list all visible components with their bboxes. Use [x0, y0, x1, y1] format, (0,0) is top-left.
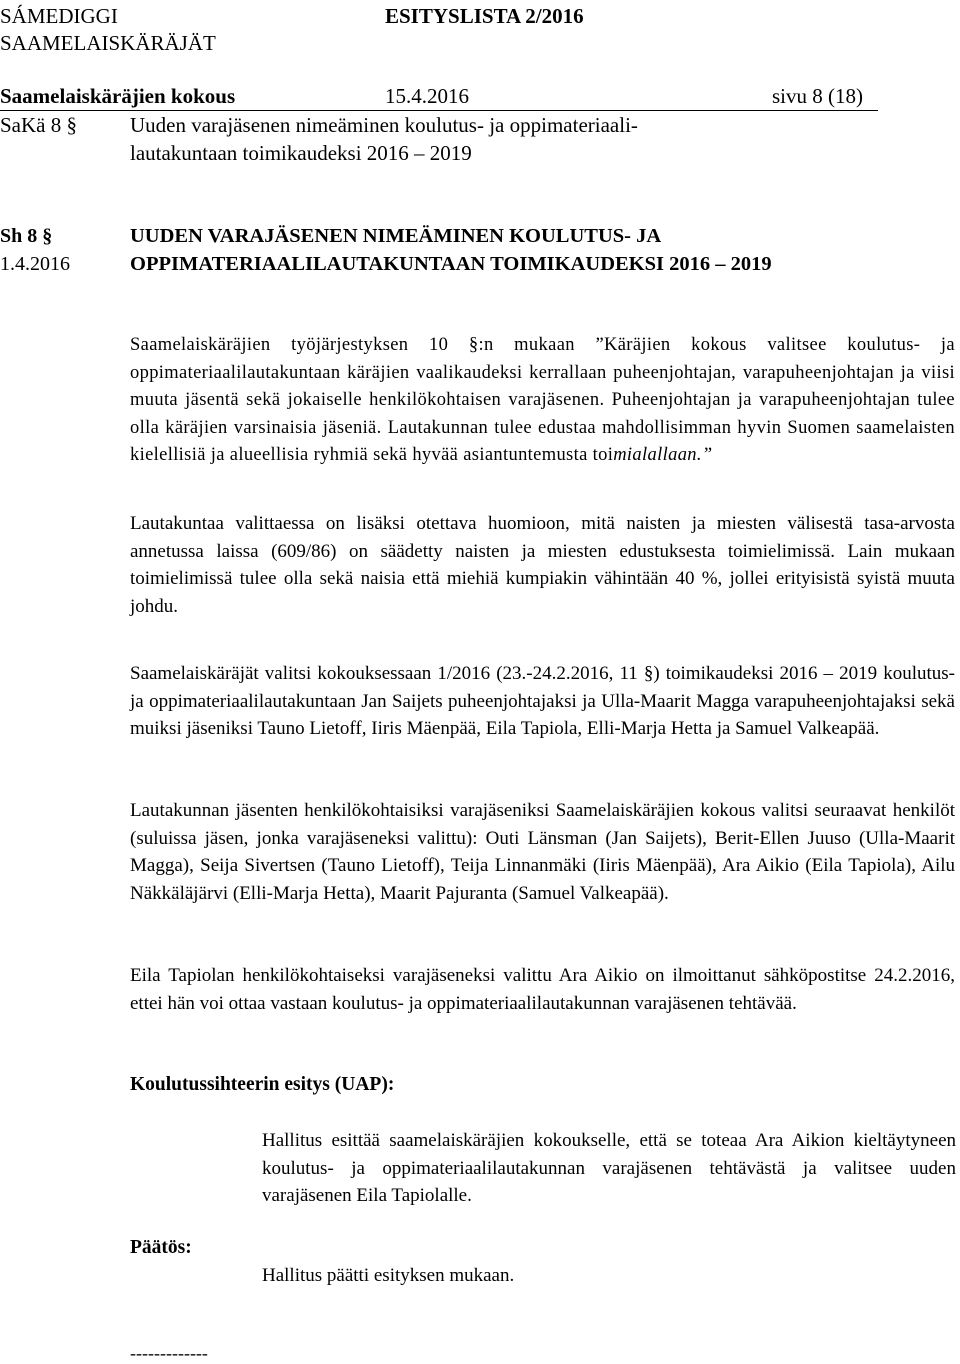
- paragraph-election: Saamelaiskäräjät valitsi kokouksessaan 1/2016 (23.-24.2.2016, 11 §) toimikaudeksi 2016 – 2019 koulutus- ja oppimateriaalilautakuntaan Jan Saijets puheenjohtajaksi ja Ulla-Maarit Magga varapuheenjohtajaksi sekä muiksi jäseniksi Tauno Lietoff, Iiris Mäenpää, Eila Tapiola, Elli-Marja Hetta ja Samuel Valkeapää.: [130, 663, 955, 739]
- paragraph-rules-italic: mialallaan.”: [613, 445, 713, 465]
- item-title-line2: lautakuntaan toimikaudeksi 2016 – 2019: [130, 141, 472, 165]
- paragraph-deputies: Lautakunnan jäsenten henkilökohtaisiksi varajäseniksi Saamelaiskäräjien kokous valitsi seuraavat henkilöt (suluissa jäsen, jonka varajäseneksi valittu): Outi Länsman (Jan Saijets), Berit-Ellen Juuso (Ulla-Maarit Magga), Seija Sivertsen (Tauno Lietoff), Teija Linnanmäki (Iiris Mäenpää), Ara Aikio (Eila Tapiola), Ailu Näkkäläjärvi (Elli-Marja Hetta), Maarit Pajuranta (Samuel Valkeapää).: [130, 800, 955, 904]
- page-number: sivu 8 (18): [772, 84, 863, 108]
- decision-text: Hallitus päätti esityksen mukaan.: [262, 1265, 515, 1286]
- section-code: Sh 8 §: [0, 225, 53, 247]
- proposal-label: Koulutussihteerin esitys (UAP):: [130, 1074, 395, 1095]
- section-date: 1.4.2016: [0, 253, 70, 275]
- item-title-line1: Uuden varajäsenen nimeäminen koulutus- ja oppimateriaali-: [130, 113, 638, 137]
- org-name-sami: SÁMEDIGGI: [0, 4, 118, 28]
- paragraph-resignation: Eila Tapiolan henkilökohtaiseksi varajäseneksi valittu Ara Aikio on ilmoittanut sähköpostitse 24.2.2016, ettei hän voi ottaa vastaan koulutus- ja oppimateriaalilautakunnan varajäsenen tehtävää.: [130, 965, 955, 1014]
- agenda-title: ESITYSLISTA 2/2016: [385, 4, 584, 28]
- proposal-text: Hallitus esittää saamelaiskäräjien kokoukselle, että se toteaa Ara Aikion kieltäytyneen koulutus- ja oppimateriaalilautakunnan varajäsenen tehtävästä ja valitsee uuden varajäsenen Eila Tapiolalle.: [262, 1130, 956, 1206]
- decision-label: Päätös:: [130, 1237, 192, 1258]
- footer-rule: -------------: [130, 1343, 208, 1363]
- paragraph-equality: Lautakuntaa valittaessa on lisäksi otettava huomioon, mitä naisten ja miesten välisestä tasa-arvosta annetussa laissa (609/86) on säädetty naisten ja miesten edustuksesta toimielimissä. Lain mukaan toimielimissä tulee olla sekä naisia että miehiä kumpiakin vähintään 40 %, jollei erityisistä syistä muuta johdu.: [130, 513, 955, 617]
- section-title-line1: UUDEN VARAJÄSENEN NIMEÄMINEN KOULUTUS- JA: [130, 225, 662, 247]
- paragraph-rules-text: Saamelaiskäräjien työjärjestyksen 10 §:n mukaan ”Käräjien kokous valitsee koulutus- ja oppimateriaalilautakuntaan käräjien vaalikaudeksi kerrallaan puheenjohtajan, varapuheenjohtajan ja viisi muuta jäsentä sekä jokaiselle henkilökohtaisen varajäsenen. Puheenjohtajan ja varapuheenjohtajan tulee olla käräjien varsinaisia jäseniä. Lautakunnan tulee edustaa mahdollisimman hyvin Suomen saamelaisten kielellisiä ja alueellisia ryhmiä sekä hyvää asiantuntemusta toi: [130, 335, 955, 465]
- section-title-line2: OPPIMATERIAALILAUTAKUNTAAN TOIMIKAUDEKSI 2016 – 2019: [130, 253, 772, 275]
- paragraph-rules: [130, 332, 955, 470]
- item-code: SaKä 8 §: [0, 113, 77, 137]
- meeting-date: 15.4.2016: [385, 84, 469, 108]
- meeting-name: Saamelaiskäräjien kokous: [0, 84, 236, 108]
- org-name-finnish: SAAMELAISKÄRÄJÄT: [0, 31, 216, 55]
